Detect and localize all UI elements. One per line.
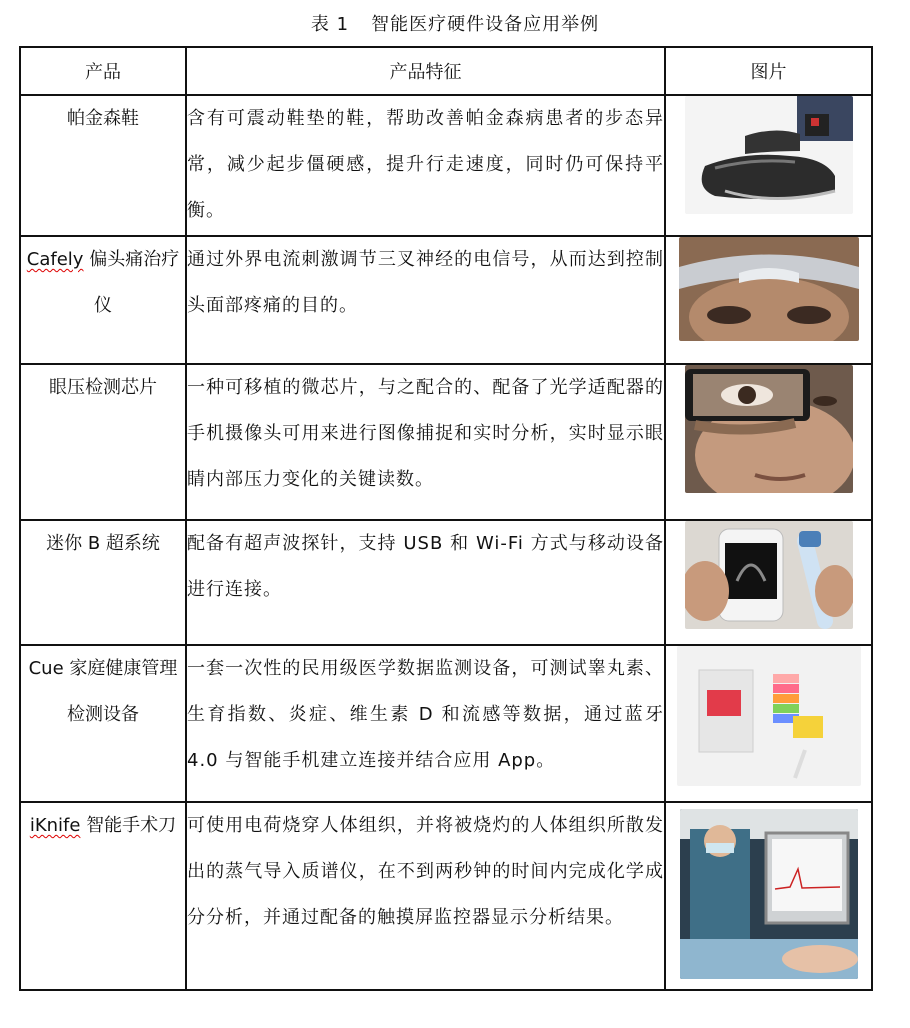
product-name [20, 236, 186, 364]
cue-device-image [677, 646, 861, 786]
product-name [20, 645, 186, 802]
product-image-cell [665, 95, 872, 236]
device-table [19, 46, 873, 991]
product-name-text: 智能手术刀 [80, 815, 177, 836]
product-name-text: 眼压检测芯片 [49, 377, 157, 398]
product-name [20, 520, 186, 645]
product-name [20, 802, 186, 990]
parkinson-shoe-image [685, 96, 853, 214]
mini-ultrasound-image [685, 521, 853, 629]
product-feature: 含有可震动鞋垫的鞋，帮助改善帕金森病患者的步态异常，减少起步僵硬感，提升行走速度，同时仍可保持平衡。 [186, 95, 665, 236]
product-image-cell [665, 364, 872, 520]
table-row [20, 645, 872, 802]
header-image: 图片 [665, 47, 872, 95]
table-row [20, 364, 872, 520]
product-feature: 可使用电荷烧穿人体组织，并将被烧灼的人体组织所散发出的蒸气导入质谱仪，在不到两秒钟的时间内完成化学成分分析，并通过配备的触摸屏监控器显示分析结果。 [186, 802, 665, 990]
product-name [20, 364, 186, 520]
product-feature: 配备有超声波探针，支持 USB 和 Wi-Fi 方式与移动设备进行连接。 [186, 520, 665, 645]
product-feature: 一种可移植的微芯片，与之配合的、配备了光学适配器的手机摄像头可用来进行图像捕捉和实时分析，实时显示眼睛内部压力变化的关键读数。 [186, 364, 665, 520]
table-row [20, 520, 872, 645]
product-name-text: 帕金森鞋 [67, 108, 139, 129]
eye-pressure-chip-image [685, 365, 853, 493]
caption-number: 表 1 [310, 14, 350, 35]
table-caption [0, 10, 910, 36]
header-feature: 产品特征 [186, 47, 665, 95]
header-product: 产品 [20, 47, 186, 95]
product-feature: 通过外界电流刺激调节三叉神经的电信号，从而达到控制头面部疼痛的目的。 [186, 236, 665, 364]
product-brand: iKnife [29, 815, 81, 836]
product-name-text: 迷你 B 超系统 [46, 533, 160, 554]
product-image-cell [665, 802, 872, 990]
product-feature: 一套一次性的民用级医学数据监测设备，可测试睾丸素、生育指数、炎症、维生素 D 和流感等数据，通过蓝牙 4.0 与智能手机建立连接并结合应用 App。 [186, 645, 665, 802]
table-row [20, 802, 872, 990]
product-brand: Cafely [26, 249, 84, 270]
iknife-image [680, 809, 858, 979]
table-row [20, 95, 872, 236]
product-name [20, 95, 186, 236]
product-image-cell [665, 520, 872, 645]
product-name-text: Cue 家庭健康管理检测设备 [28, 658, 178, 725]
table-row [20, 236, 872, 364]
product-image-cell [665, 645, 872, 802]
product-image-cell [665, 236, 872, 364]
product-name-text: 偏头痛治疗仪 [83, 249, 180, 316]
header-row [20, 47, 872, 95]
caption-title: 智能医疗硬件设备应用举例 [371, 14, 600, 35]
migraine-device-image [679, 237, 859, 341]
